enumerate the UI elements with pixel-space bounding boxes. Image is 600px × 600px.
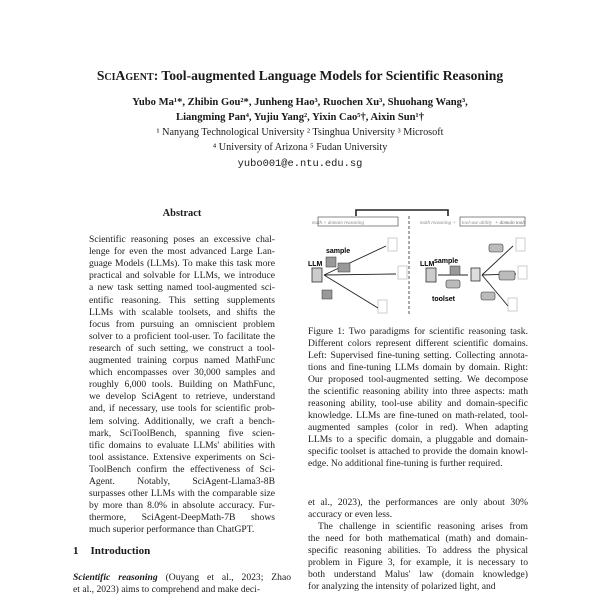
text-line: tions and fine-tuning LLMs domain by domain. Right: (308, 362, 528, 373)
text-line: surpasses other LLMs with the comparable size (89, 488, 275, 500)
text-line: for analyzing the intensity of polarized light, and (308, 581, 496, 592)
text-line: edge. No additional fine-tuning is further required. (308, 458, 503, 469)
figure-label-right-a: math reasoning + (420, 221, 456, 226)
text-line: lem solving. Additionally, we craft a bench- (89, 415, 275, 427)
figure-sample-right: sample (434, 258, 459, 265)
text-line: the need for both mathematical (math) and domain- (308, 533, 528, 544)
text-line: mark, SciToolBench, spanning five scien- (89, 427, 275, 439)
figure-sample-left: sample (326, 248, 351, 255)
text-line: both understand Malus' law (domain knowledge) (308, 569, 528, 580)
text-line: a new task setting named tool-augmented sci- (89, 282, 275, 294)
text-line: we develop SciAgent to retrieve, understand (89, 391, 275, 403)
text-line: ToolBench confirm the effectiveness of Sci- (89, 463, 275, 475)
title-rest: : Tool-augmented Language Models for Scientific Reasoning (153, 68, 504, 83)
abstract-heading: Abstract (162, 208, 202, 219)
text-line: LLMs to a specific domain, a pluggable and domain- (308, 434, 528, 445)
figure-label-right-c: + domain tools (495, 221, 526, 226)
author-email: yubo001@e.ntu.edu.sg (237, 158, 363, 170)
text-line: Scientific reasoning poses an excessive chal- (89, 234, 275, 245)
text-line: which encompasses over 30,000 samples and (89, 367, 275, 379)
text-line: LLMs with scalable toolsets, and shifts the (89, 306, 275, 318)
text-line: tool assistance. Extensive experiments on Sci- (89, 451, 275, 463)
text-line: tific domains to evaluate LLMs' abilities with (89, 439, 275, 451)
text-line: focus from pursuing an omniscient problem (89, 318, 275, 330)
text-line: Scientific reasoning (Ouyang et al., 2023; Zhao (73, 572, 291, 583)
affiliations-line-1: ¹ Nanyang Technological University ² Tsinghua University ³ Microsoft (156, 127, 444, 138)
text-line: specific reasoning abilities. To address the physical (308, 545, 528, 556)
text-line: Figure 1: Two paradigms for scientific reasoning task. (308, 326, 528, 337)
text-line: The challenge in scientific reasoning arises from (318, 521, 528, 532)
text-line: et al., 2023) aims to comprehend and make deci- (73, 584, 261, 596)
title-prefix: SciAgent (96, 68, 154, 83)
text-line: Different colors represent different scientific domains. (308, 338, 528, 349)
text-line: Left: Supervised fine-tuning setting. Collecting annota- (308, 350, 528, 361)
text-line: much superior performance than ChatGPT. (89, 524, 255, 536)
text-line: specific toolset is attached to provide the domain knowl- (308, 446, 528, 457)
text-line: the scientific reasoning ability into three aspects: math (308, 386, 528, 397)
text-line: Our proposed tool-augmented setting. We decompose (308, 374, 528, 385)
text-line: problem in Figure 3, for example, it is necessary to (308, 557, 528, 568)
figure-toolset: toolset (432, 296, 455, 303)
text-line: solver to a proficient tool-user. To facilitate the (89, 330, 275, 342)
text-line: lenge for even the most advanced Large Lan- (89, 246, 275, 258)
text-line: and, if necessary, use tools for scientific prob- (89, 403, 275, 415)
text-line: thermore, SciAgent-DeepMath-7B shows (89, 512, 275, 524)
paper-title (0, 68, 600, 84)
text-line: augmented training corpus named MathFunc (89, 355, 275, 366)
figure-label-right-b: tool-use ability (462, 221, 493, 226)
section-heading-introduction (73, 545, 162, 557)
text-line: roughly 6,000 tools. Building on MathFunc, (89, 379, 275, 391)
authors-line-1: Yubo Ma¹*, Zhibin Gou²*, Junheng Hao³, Ruochen Xu³, Shuohang Wang³, (132, 97, 468, 108)
text-line: practical and solvable for LLMs, we introduce (89, 270, 275, 282)
figure-1-diagram (308, 208, 530, 316)
text-line: by more than 8.0% in absolute accuracy. Fur- (89, 500, 275, 512)
affiliations-line-2: ⁴ University of Arizona ⁵ Fudan University (212, 142, 388, 153)
text-line: reasoning ability, tool-use ability and domain-specific (308, 398, 528, 409)
text-line: guage Models (LLMs). To make this task more (89, 258, 275, 270)
authors-line-2: Liangming Pan⁴, Yujiu Yang², Yixin Cao⁵†, Aixin Sun¹† (176, 112, 424, 123)
text-line: et al., 2023), the performances are only about 30% (308, 497, 528, 508)
text-line: knowledge. LLMs are fine-tuned on math-related, tool- (308, 410, 528, 421)
section-number: 1 (73, 545, 79, 557)
figure-label-left: math + domain reasoning (312, 221, 364, 226)
figure-llm-left: LLM (308, 261, 323, 268)
text-line: entific reasoning. This setting supplements (89, 294, 275, 306)
text-line: Agent. Notably, SciAgent-Llama3-8B (89, 476, 275, 487)
section-title: Introduction (90, 545, 151, 557)
text-line: augmented samples (color in red). When adapting (308, 422, 528, 433)
text-line: research of such setting, we construct a tool- (89, 342, 275, 354)
figure-llm-right: LLM (420, 261, 435, 268)
text-line: accuracy or even less. (308, 509, 393, 520)
